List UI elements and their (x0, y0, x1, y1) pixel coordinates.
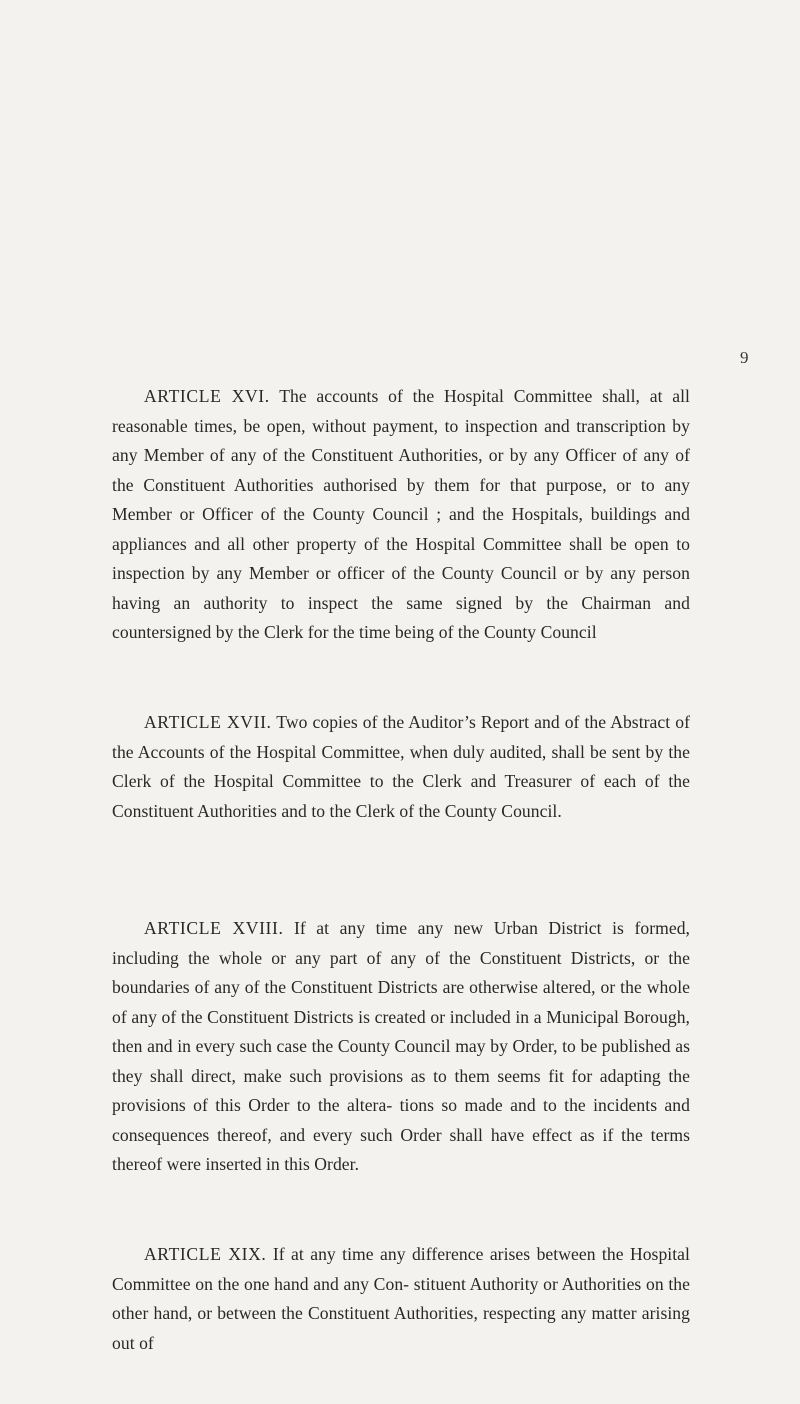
article-heading: ARTICLE XVIII. (144, 918, 284, 938)
article-paragraph (112, 914, 690, 1180)
article-xvii (112, 708, 690, 826)
page-number: 9 (740, 348, 749, 367)
article-body: The accounts of the Hospital Committee shall, at all reasonable times, be open, without payment, to inspection and transcription by any Member of any of the Constituent Authorities, or by any Officer of any of the Constituent Authorities authorised by them for that purpose, or to any Member or Officer of the County Council ; and the Hospitals, buildings and appliances and all other property of the Hospital Committee shall be open to inspection by any Member or officer of the County Council or by any person having an authority to inspect the same signed by the Chairman and countersigned by the Clerk for the time being of the County Council (112, 386, 690, 642)
article-xviii (112, 914, 690, 1180)
article-paragraph (112, 382, 690, 648)
article-paragraph (112, 1240, 690, 1358)
article-body: If at any time any difference arises between the Hospital Committee on the one hand and any Con- stituent Authority or Authorities on the other hand, or between the Constituent Authorities, respecting any matter arising out of (112, 1244, 690, 1353)
article-paragraph (112, 708, 690, 826)
article-xix (112, 1240, 690, 1358)
article-body: Two copies of the Auditor’s Report and of the Abstract of the Accounts of the Hospital Committee, when duly audited, shall be sent by the Clerk of the Hospital Committee to the Clerk and Treasurer of each of the Constituent Authorities and to the Clerk of the County Council. (112, 712, 691, 821)
article-body: If at any time any new Urban District is formed, including the whole or any part of any of the Constituent Districts, or the boundaries of any of the Constituent Districts are otherwise altered, or the whole of any of the Constituent Districts is created or included in a Municipal Borough, then and in every such case the County Council may by Order, to be published as they shall direct, make such provisions as to them seems fit for adapting the provisions of this Order to the altera- tions so made and to the incidents and consequences thereof, and every such Order shall have effect as if the terms thereof were inserted in this Order. (112, 918, 690, 1174)
article-heading: ARTICLE XVI. (144, 386, 270, 406)
article-heading: ARTICLE XIX. (144, 1244, 267, 1264)
article-xvi (112, 382, 690, 648)
article-heading: ARTICLE XVII. (144, 712, 272, 732)
